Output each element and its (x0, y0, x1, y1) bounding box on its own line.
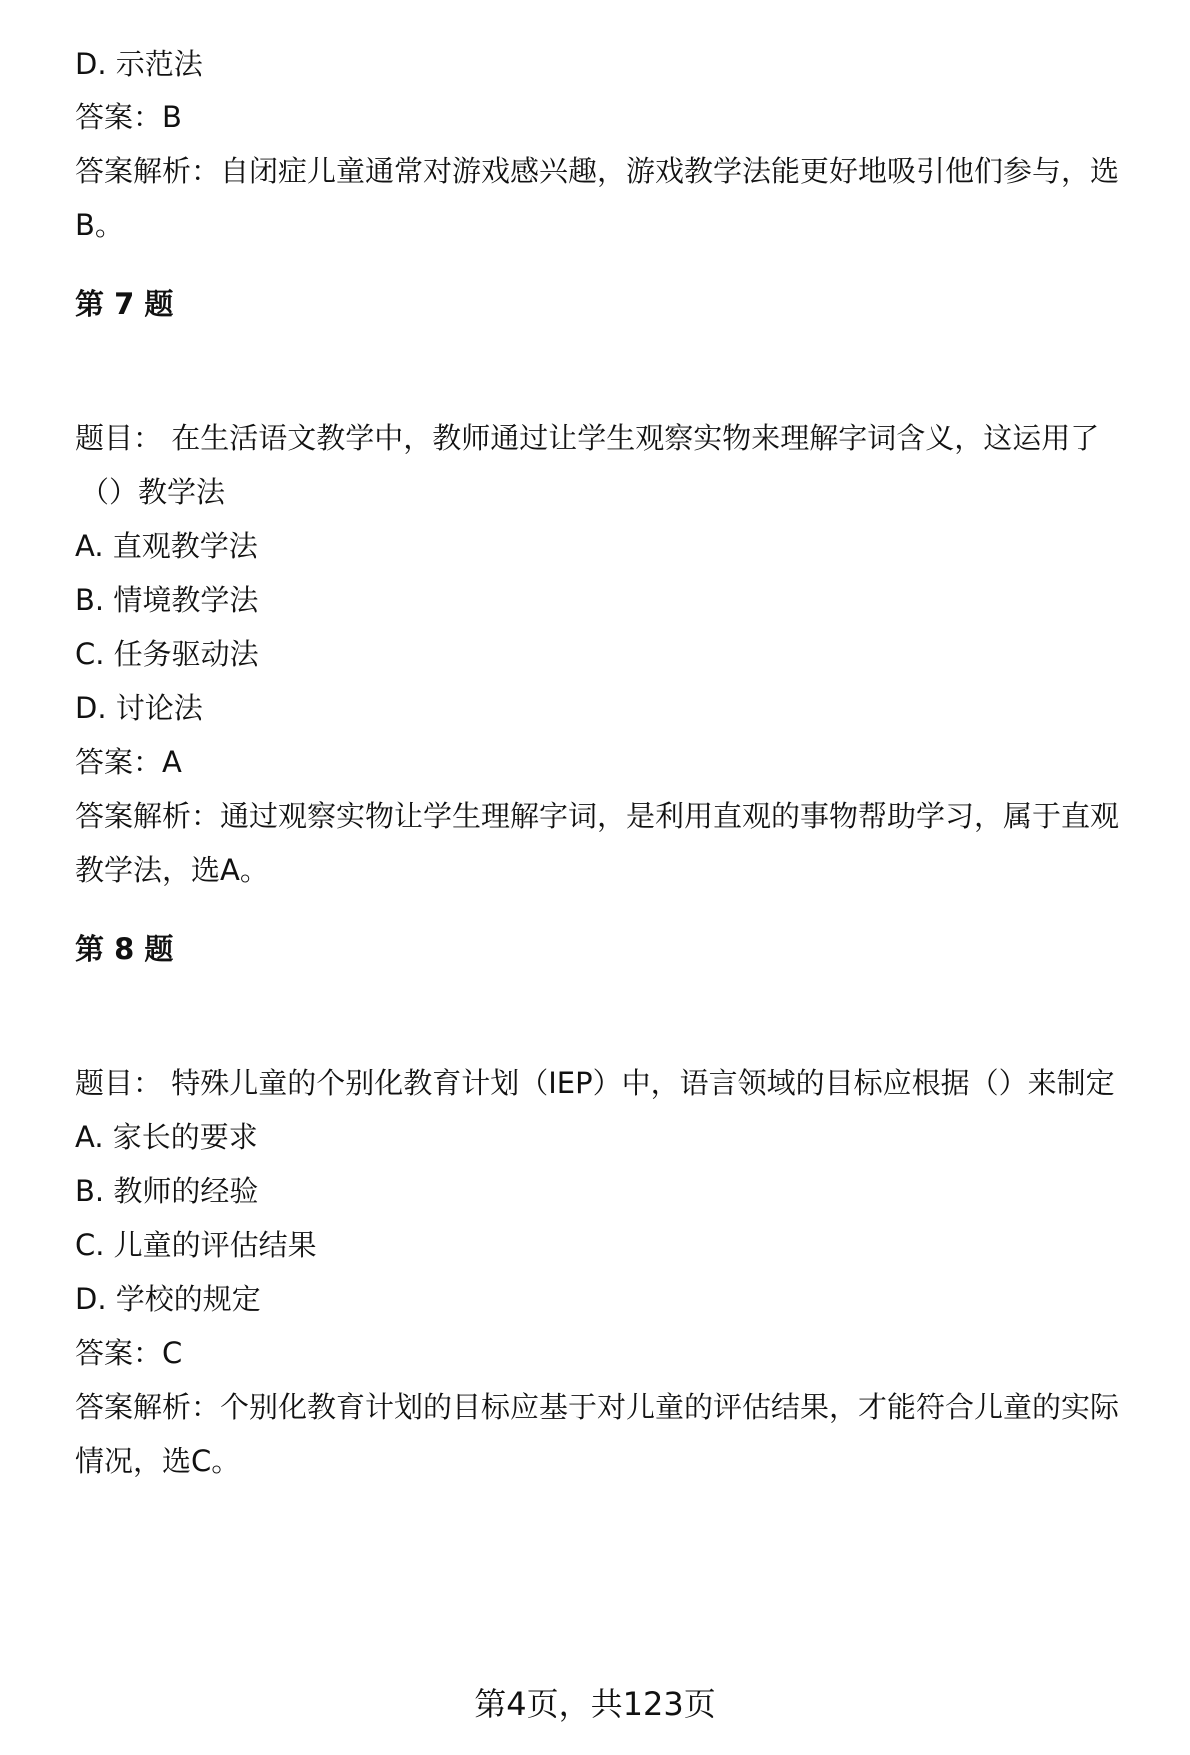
q7-analysis-line1: 答案解析：通过观察实物让学生理解字词，是利用直观的事物帮助学习，属于直观 (75, 799, 1120, 833)
q8-option-a: A. 家长的要求 (75, 1120, 258, 1154)
prev-analysis-line1: 答案解析：自闭症儿童通常对游戏感兴趣，游戏教学法能更好地吸引他们参与，选 (75, 154, 1120, 188)
q8-stem-line1: 题目： 特殊儿童的个别化教育计划（IEP）中，语言领域的目标应根据（）来制定 (75, 1066, 1115, 1100)
q8-heading: 第 8 题 (75, 932, 174, 966)
q8-analysis-line2: 情况，选C。 (75, 1444, 241, 1478)
q7-stem-line1: 题目： 在生活语文教学中，教师通过让学生观察实物来理解字词含义，这运用了 (75, 421, 1100, 455)
q7-stem-line2: （）教学法 (80, 475, 226, 509)
q7-analysis-line2: 教学法，选A。 (75, 853, 269, 887)
q8-analysis-line1: 答案解析：个别化教育计划的目标应基于对儿童的评估结果，才能符合儿童的实际 (75, 1390, 1120, 1424)
q7-answer: 答案：A (75, 745, 182, 779)
prev-answer: 答案：B (75, 100, 182, 134)
prev-option-d: D. 示范法 (75, 47, 203, 81)
q8-answer: 答案：C (75, 1336, 183, 1370)
q8-option-c: C. 儿童的评估结果 (75, 1228, 317, 1262)
q7-option-a: A. 直观教学法 (75, 529, 258, 563)
page-indicator: 第4页，共123页 (474, 1685, 716, 1723)
q7-option-d: D. 讨论法 (75, 691, 203, 725)
q7-option-c: C. 任务驱动法 (75, 637, 259, 671)
q8-option-d: D. 学校的规定 (75, 1282, 261, 1316)
q7-option-b: B. 情境教学法 (75, 583, 259, 617)
q8-option-b: B. 教师的经验 (75, 1174, 259, 1208)
q7-heading: 第 7 题 (75, 287, 174, 321)
prev-analysis-line2: B。 (75, 208, 124, 242)
